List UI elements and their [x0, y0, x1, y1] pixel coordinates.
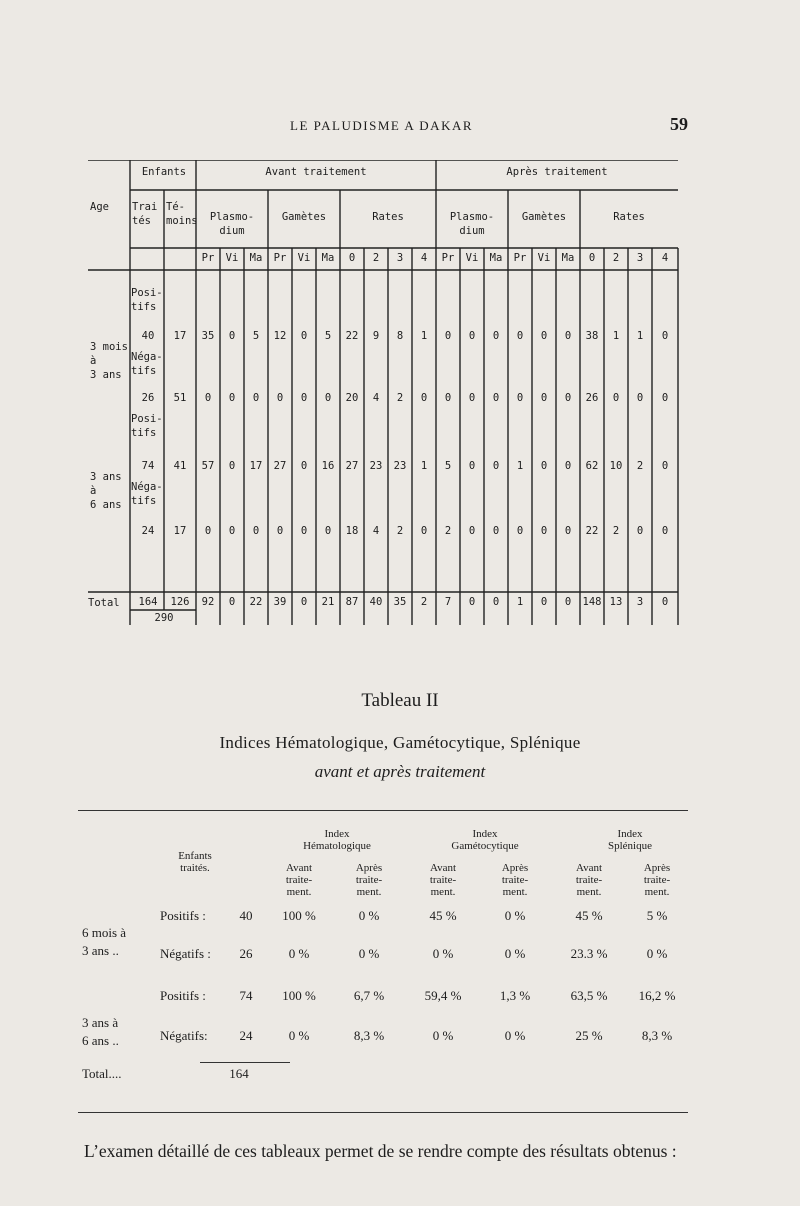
- total-sum: 290: [154, 612, 174, 624]
- subcol-12: Ma: [489, 252, 503, 264]
- subcol-7: 2: [372, 252, 380, 264]
- total-val-2: 22: [249, 596, 263, 608]
- row-3-val-1: 0: [228, 525, 236, 537]
- row-0-val-4: 45 %: [575, 908, 603, 923]
- status-label-1: Néga- tifs: [131, 351, 163, 377]
- row-3-val-12: 0: [492, 525, 500, 537]
- row-2-val-5: 16: [321, 460, 335, 472]
- row-3-val-3: 0: [276, 525, 284, 537]
- row-1-val-6: 20: [345, 392, 359, 404]
- total-val-7: 40: [369, 596, 383, 608]
- age-group-2: 3 ans à 6 ans ..: [82, 1015, 119, 1048]
- total-val-0: 92: [201, 596, 215, 608]
- row-1-val-3: 0 %: [504, 946, 526, 961]
- sub-header-3: Après traite- ment.: [501, 862, 529, 898]
- subcol-3: Pr: [273, 252, 287, 264]
- row-0-val-0: 100 %: [282, 908, 316, 923]
- row-0-val-9: 1: [420, 330, 428, 342]
- row-1-val-9: 0: [420, 392, 428, 404]
- subcol-5: Ma: [321, 252, 335, 264]
- page-number: 59: [670, 114, 688, 134]
- total-val-9: 2: [420, 596, 428, 608]
- age-group-1: 6 mois à 3 ans ..: [82, 925, 127, 958]
- age-label-1: 3 ans à 6 ans: [90, 471, 122, 511]
- row-1-val-7: 4: [372, 392, 380, 404]
- total-val-3: 39: [273, 596, 287, 608]
- index-header-2: Index Splénique: [608, 828, 652, 852]
- subcol-13: Pr: [513, 252, 527, 264]
- total-val-15: 0: [564, 596, 572, 608]
- row-3-val-19: 0: [661, 525, 669, 537]
- subcol-11: Vi: [465, 252, 479, 264]
- total-label-2: Total....: [82, 1066, 122, 1081]
- row-0-val-2: 5: [252, 330, 260, 342]
- total-rule: [200, 1062, 290, 1063]
- row-3-val-5: 0: [324, 525, 332, 537]
- row-0-val-3: 0 %: [504, 908, 526, 923]
- row-0-val-0: 35: [201, 330, 215, 342]
- row-2-val-16: 62: [585, 460, 599, 472]
- row-3-val-3: 0 %: [504, 1028, 526, 1043]
- row-2-val-8: 23: [393, 460, 407, 472]
- row-0-traites: 40: [141, 330, 155, 342]
- row-1-val-10: 0: [444, 392, 452, 404]
- row-3-val-0: 0 %: [288, 1028, 310, 1043]
- total-val-19: 0: [661, 596, 669, 608]
- row-1-val-13: 0: [516, 392, 524, 404]
- row-2-val-3: 27: [273, 460, 287, 472]
- row-count-2: 74: [239, 988, 253, 1003]
- row-3-temoins: 17: [173, 525, 187, 537]
- row-3-traites: 24: [141, 525, 155, 537]
- subcol-17: 2: [612, 252, 620, 264]
- group-header-5: Rates: [613, 211, 645, 223]
- running-title: LE PALUDISME A DAKAR: [290, 118, 474, 133]
- row-1-val-4: 0: [300, 392, 308, 404]
- group-header-4: Gamètes: [521, 211, 567, 223]
- subcol-1: Vi: [225, 252, 239, 264]
- table-2-subtitle: Indices Hématologique, Gamétocytique, Splénique: [219, 733, 581, 752]
- row-3-val-8: 2: [396, 525, 404, 537]
- row-1-val-0: 0 %: [288, 946, 310, 961]
- total-val-16: 148: [582, 596, 602, 608]
- row-1-val-15: 0: [564, 392, 572, 404]
- total-traites: 164: [138, 596, 158, 608]
- row-1-val-5: 0 %: [646, 946, 668, 961]
- sub-header-4: Avant traite- ment.: [575, 862, 603, 898]
- table-2-title: Tableau II: [361, 690, 439, 711]
- row-0-val-11: 0: [468, 330, 476, 342]
- row-2-val-5: 16,2 %: [638, 988, 676, 1003]
- row-0-val-5: 5 %: [646, 908, 668, 923]
- total-val-5: 21: [321, 596, 335, 608]
- row-2-temoins: 41: [173, 460, 187, 472]
- row-3-val-14: 0: [540, 525, 548, 537]
- sub-header-2: Avant traite- ment.: [429, 862, 457, 898]
- row-1-val-5: 0: [324, 392, 332, 404]
- row-3-val-16: 22: [585, 525, 599, 537]
- subcol-18: 3: [636, 252, 644, 264]
- row-2-traites: 74: [141, 460, 155, 472]
- row-1-val-11: 0: [468, 392, 476, 404]
- enfants-traites-header: Enfants traités.: [178, 850, 212, 874]
- row-0-val-2: 45 %: [429, 908, 457, 923]
- row-count-1: 26: [239, 946, 253, 961]
- row-label-2: Positifs :: [160, 988, 206, 1003]
- row-0-val-17: 1: [612, 330, 620, 342]
- group-header-0: Plasmo- dium: [209, 211, 255, 237]
- row-2-val-14: 0: [540, 460, 548, 472]
- subcol-19: 4: [661, 252, 669, 264]
- total-val-17: 13: [609, 596, 623, 608]
- row-2-val-6: 27: [345, 460, 359, 472]
- row-label-0: Positifs :: [160, 908, 206, 923]
- row-2-val-1: 0: [228, 460, 236, 472]
- row-0-val-5: 5: [324, 330, 332, 342]
- row-1-val-12: 0: [492, 392, 500, 404]
- row-3-val-0: 0: [204, 525, 212, 537]
- row-3-val-4: 0: [300, 525, 308, 537]
- sub-header-0: Avant traite- ment.: [285, 862, 313, 898]
- row-0-val-4: 0: [300, 330, 308, 342]
- row-3-val-1: 8,3 %: [353, 1028, 385, 1043]
- row-1-val-1: 0 %: [358, 946, 380, 961]
- row-3-val-13: 0: [516, 525, 524, 537]
- enfants-header: Enfants: [141, 166, 187, 178]
- row-0-temoins: 17: [173, 330, 187, 342]
- index-header-0: Index Hématologique: [303, 828, 371, 852]
- row-2-val-0: 57: [201, 460, 215, 472]
- row-0-val-8: 8: [396, 330, 404, 342]
- row-0-val-1: 0: [228, 330, 236, 342]
- row-2-val-4: 0: [300, 460, 308, 472]
- group-header-1: Gamètes: [281, 211, 327, 223]
- row-3-val-10: 2: [444, 525, 452, 537]
- total-val-13: 1: [516, 596, 524, 608]
- total-val-11: 0: [468, 596, 476, 608]
- row-2-val-2: 59,4 %: [424, 988, 462, 1003]
- row-1-temoins: 51: [173, 392, 187, 404]
- row-2-val-19: 0: [661, 460, 669, 472]
- row-0-val-13: 0: [516, 330, 524, 342]
- row-label-1: Négatifs :: [160, 946, 211, 961]
- status-label-3: Néga- tifs: [131, 481, 163, 507]
- apres-header: Après traitement: [506, 166, 608, 178]
- row-1-val-0: 0: [204, 392, 212, 404]
- subcol-4: Vi: [297, 252, 311, 264]
- row-0-val-19: 0: [661, 330, 669, 342]
- row-2-val-4: 63,5 %: [570, 988, 608, 1003]
- row-0-val-14: 0: [540, 330, 548, 342]
- group-header-2: Rates: [372, 211, 404, 223]
- row-3-val-7: 4: [372, 525, 380, 537]
- subcol-8: 3: [396, 252, 404, 264]
- table-2-bottom-rule: [78, 1112, 688, 1113]
- row-0-val-12: 0: [492, 330, 500, 342]
- row-2-val-1: 6,7 %: [353, 988, 385, 1003]
- row-1-val-16: 26: [585, 392, 599, 404]
- row-1-val-1: 0: [228, 392, 236, 404]
- row-2-val-9: 1: [420, 460, 428, 472]
- row-0-val-10: 0: [444, 330, 452, 342]
- subcol-0: Pr: [201, 252, 215, 264]
- row-2-val-15: 0: [564, 460, 572, 472]
- sub-header-5: Après traite- ment.: [643, 862, 671, 898]
- row-3-val-17: 2: [612, 525, 620, 537]
- row-label-3: Négatifs:: [160, 1028, 208, 1043]
- row-count-0: 40: [239, 908, 253, 923]
- row-2-val-13: 1: [516, 460, 524, 472]
- row-2-val-2: 17: [249, 460, 263, 472]
- group-header-3: Plasmo- dium: [449, 211, 495, 237]
- subcol-15: Ma: [561, 252, 575, 264]
- row-2-val-18: 2: [636, 460, 644, 472]
- row-3-val-6: 18: [345, 525, 359, 537]
- subcol-6: 0: [348, 252, 356, 264]
- row-0-val-7: 9: [372, 330, 380, 342]
- row-1-val-8: 2: [396, 392, 404, 404]
- total-val-14: 0: [540, 596, 548, 608]
- row-1-traites: 26: [141, 392, 155, 404]
- row-0-val-3: 12: [273, 330, 287, 342]
- row-0-val-16: 38: [585, 330, 599, 342]
- subcol-14: Vi: [537, 252, 551, 264]
- row-0-val-18: 1: [636, 330, 644, 342]
- total-val-1: 0: [228, 596, 236, 608]
- row-1-val-4: 23.3 %: [570, 946, 608, 961]
- subcol-10: Pr: [441, 252, 455, 264]
- row-2-val-10: 5: [444, 460, 452, 472]
- row-2-val-11: 0: [468, 460, 476, 472]
- row-1-val-14: 0: [540, 392, 548, 404]
- total-val-18: 3: [636, 596, 644, 608]
- row-3-val-4: 25 %: [575, 1028, 603, 1043]
- subcol-9: 4: [420, 252, 428, 264]
- row-1-val-2: 0 %: [432, 946, 454, 961]
- subtitle-2-text: avant et après traitement: [314, 762, 486, 781]
- row-2-val-17: 10: [609, 460, 623, 472]
- row-1-val-3: 0: [276, 392, 284, 404]
- total-val-12: 0: [492, 596, 500, 608]
- row-1-val-17: 0: [612, 392, 620, 404]
- row-3-val-2: 0: [252, 525, 260, 537]
- total-val-4: 0: [300, 596, 308, 608]
- row-3-val-15: 0: [564, 525, 572, 537]
- index-header-1: Index Gamétocytique: [451, 828, 519, 852]
- avant-header: Avant traitement: [265, 166, 367, 178]
- row-1-val-19: 0: [661, 392, 669, 404]
- row-2-val-12: 0: [492, 460, 500, 472]
- row-0-val-15: 0: [564, 330, 572, 342]
- total-val-10: 7: [444, 596, 452, 608]
- temoins-header: Té- moins: [166, 201, 198, 227]
- status-label-0: Posi- tifs: [131, 287, 163, 313]
- subcol-16: 0: [588, 252, 596, 264]
- row-3-val-18: 0: [636, 525, 644, 537]
- row-1-val-18: 0: [636, 392, 644, 404]
- row-3-val-9: 0: [420, 525, 428, 537]
- total-value-2: 164: [229, 1066, 249, 1081]
- row-2-val-0: 100 %: [282, 988, 316, 1003]
- age-label-0: 3 mois à 3 ans: [90, 341, 128, 381]
- row-0-val-6: 22: [345, 330, 359, 342]
- total-label: Total: [88, 597, 120, 609]
- row-2-val-7: 23: [369, 460, 383, 472]
- row-0-val-1: 0 %: [358, 908, 380, 923]
- sub-header-1: Après traite- ment.: [355, 862, 383, 898]
- traites-header: Trai tés: [132, 201, 158, 227]
- row-3-val-2: 0 %: [432, 1028, 454, 1043]
- total-val-8: 35: [393, 596, 407, 608]
- row-count-3: 24: [239, 1028, 253, 1043]
- body-paragraph: L’examen détaillé de ces tableaux permet de se rendre compte des résultats obtenus :: [84, 1141, 677, 1161]
- status-label-2: Posi- tifs: [131, 413, 163, 439]
- total-temoins: 126: [170, 596, 190, 608]
- row-3-val-5: 8,3 %: [641, 1028, 673, 1043]
- age-header: Age: [90, 201, 109, 213]
- total-val-6: 87: [345, 596, 359, 608]
- row-3-val-11: 0: [468, 525, 476, 537]
- row-2-val-3: 1,3 %: [499, 988, 531, 1003]
- subcol-2: Ma: [249, 252, 263, 264]
- row-1-val-2: 0: [252, 392, 260, 404]
